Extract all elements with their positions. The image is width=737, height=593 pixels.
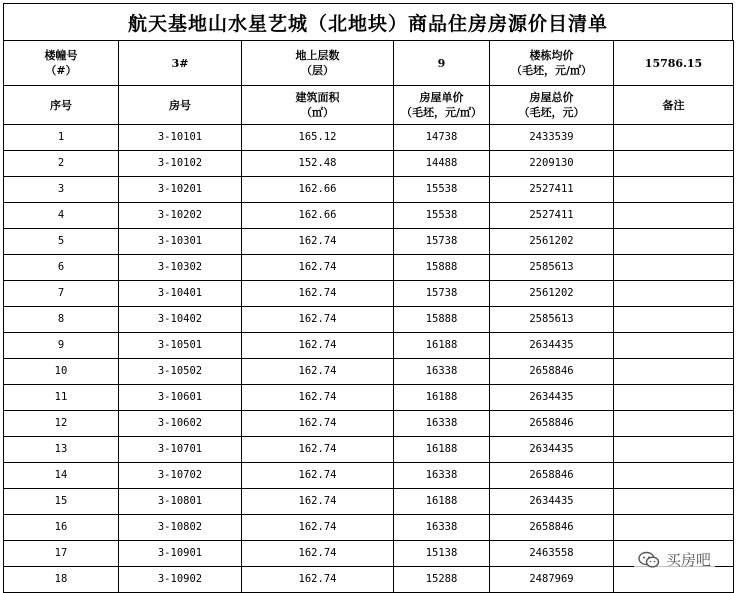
table-row: [4, 385, 734, 411]
cell-remark: [614, 307, 734, 333]
column-header-row: [4, 86, 734, 125]
cell-room: 3-10402: [119, 307, 242, 333]
cell-total-price: 2561202: [490, 229, 614, 255]
cell-total-price: 2527411: [490, 177, 614, 203]
cell-total-price: 2634435: [490, 489, 614, 515]
cell-seq: 3: [4, 177, 119, 203]
cell-seq: 18: [4, 567, 119, 593]
table-row: [4, 463, 734, 489]
cell-room: 3-10202: [119, 203, 242, 229]
cell-seq: 4: [4, 203, 119, 229]
table-row: [4, 567, 734, 593]
cell-room: 3-10501: [119, 333, 242, 359]
cell-seq: 15: [4, 489, 119, 515]
building-info-row: [4, 41, 734, 86]
cell-room: 3-10902: [119, 567, 242, 593]
cell-area: 162.74: [242, 489, 394, 515]
cell-remark: [614, 281, 734, 307]
cell-area: 152.48: [242, 151, 394, 177]
cell-unit-price: 14738: [394, 125, 490, 151]
cell-unit-price: 16188: [394, 489, 490, 515]
cell-total-price: 2658846: [490, 359, 614, 385]
wechat-icon: [638, 551, 660, 569]
cell-room: 3-10102: [119, 151, 242, 177]
table-row: [4, 411, 734, 437]
cell-remark: [614, 151, 734, 177]
cell-room: 3-10201: [119, 177, 242, 203]
watermark: [634, 547, 715, 572]
cell-unit-price: 16338: [394, 411, 490, 437]
cell-unit-price: 15138: [394, 541, 490, 567]
cell-area: 162.74: [242, 437, 394, 463]
cell-total-price: 2658846: [490, 463, 614, 489]
cell-area: 162.74: [242, 541, 394, 567]
cell-seq: 10: [4, 359, 119, 385]
table-row: [4, 333, 734, 359]
header-unit-price: 房屋单价 （毛坯，元/㎡）: [394, 86, 490, 125]
cell-total-price: 2634435: [490, 437, 614, 463]
cell-seq: 8: [4, 307, 119, 333]
cell-room: 3-10801: [119, 489, 242, 515]
table-row: [4, 229, 734, 255]
cell-area: 162.74: [242, 255, 394, 281]
cell-area: 162.74: [242, 359, 394, 385]
cell-area: 162.74: [242, 411, 394, 437]
cell-unit-price: 15538: [394, 177, 490, 203]
table-row: [4, 281, 734, 307]
cell-seq: 12: [4, 411, 119, 437]
cell-room: 3-10602: [119, 411, 242, 437]
cell-area: 162.74: [242, 567, 394, 593]
header-room: 房号: [119, 86, 242, 125]
cell-unit-price: 15888: [394, 307, 490, 333]
table-row: [4, 125, 734, 151]
cell-room: 3-10702: [119, 463, 242, 489]
cell-unit-price: 16188: [394, 333, 490, 359]
cell-room: 3-10101: [119, 125, 242, 151]
cell-room: 3-10301: [119, 229, 242, 255]
cell-unit-price: 16338: [394, 463, 490, 489]
table-row: [4, 437, 734, 463]
table-row: [4, 203, 734, 229]
cell-seq: 11: [4, 385, 119, 411]
header-total-price: 房屋总价 （毛坯，元）: [490, 86, 614, 125]
cell-room: 3-10302: [119, 255, 242, 281]
header-remark: 备注: [614, 86, 734, 125]
cell-total-price: 2585613: [490, 255, 614, 281]
cell-area: 165.12: [242, 125, 394, 151]
cell-room: 3-10901: [119, 541, 242, 567]
cell-remark: [614, 385, 734, 411]
cell-unit-price: 15738: [394, 281, 490, 307]
floors-label: 地上层数 （层）: [242, 41, 394, 86]
header-seq: 序号: [4, 86, 119, 125]
cell-room: 3-10601: [119, 385, 242, 411]
table-row: [4, 255, 734, 281]
cell-area: 162.66: [242, 203, 394, 229]
cell-area: 162.74: [242, 333, 394, 359]
cell-unit-price: 15538: [394, 203, 490, 229]
document-title: 航天基地山水星艺城（北地块）商品住房房源价目清单: [3, 3, 733, 40]
cell-remark: [614, 203, 734, 229]
cell-total-price: 2209130: [490, 151, 614, 177]
cell-remark: [614, 125, 734, 151]
table-row: [4, 359, 734, 385]
cell-unit-price: 16338: [394, 515, 490, 541]
cell-unit-price: 15288: [394, 567, 490, 593]
cell-seq: 5: [4, 229, 119, 255]
cell-total-price: 2658846: [490, 515, 614, 541]
avg-price-label: 楼栋均价 （毛坯，元/㎡）: [490, 41, 614, 86]
cell-seq: 2: [4, 151, 119, 177]
table-row: [4, 151, 734, 177]
cell-room: 3-10802: [119, 515, 242, 541]
cell-remark: [614, 229, 734, 255]
price-list-sheet: [3, 3, 733, 593]
table-row: [4, 307, 734, 333]
cell-seq: 14: [4, 463, 119, 489]
cell-area: 162.74: [242, 463, 394, 489]
cell-seq: 6: [4, 255, 119, 281]
cell-total-price: 2433539: [490, 125, 614, 151]
cell-total-price: 2634435: [490, 385, 614, 411]
cell-seq: 7: [4, 281, 119, 307]
cell-unit-price: 14488: [394, 151, 490, 177]
cell-remark: [614, 177, 734, 203]
cell-area: 162.74: [242, 229, 394, 255]
cell-area: 162.74: [242, 307, 394, 333]
cell-area: 162.66: [242, 177, 394, 203]
watermark-text: 买房吧: [665, 551, 711, 569]
cell-seq: 13: [4, 437, 119, 463]
table-row: [4, 515, 734, 541]
cell-total-price: 2561202: [490, 281, 614, 307]
cell-unit-price: 16338: [394, 359, 490, 385]
cell-total-price: 2634435: [490, 333, 614, 359]
cell-total-price: 2585613: [490, 307, 614, 333]
cell-remark: [614, 437, 734, 463]
cell-seq: 1: [4, 125, 119, 151]
cell-room: 3-10701: [119, 437, 242, 463]
cell-remark: [614, 255, 734, 281]
cell-seq: 17: [4, 541, 119, 567]
cell-seq: 9: [4, 333, 119, 359]
cell-remark: [614, 333, 734, 359]
table-body: [4, 125, 734, 593]
cell-unit-price: 16188: [394, 385, 490, 411]
table-row: [4, 489, 734, 515]
floors-value: 9: [394, 41, 490, 86]
cell-room: 3-10401: [119, 281, 242, 307]
table-row: [4, 177, 734, 203]
cell-total-price: 2658846: [490, 411, 614, 437]
cell-unit-price: 15738: [394, 229, 490, 255]
cell-room: 3-10502: [119, 359, 242, 385]
building-value: 3#: [119, 41, 242, 86]
cell-unit-price: 16188: [394, 437, 490, 463]
cell-remark: [614, 411, 734, 437]
price-table: [3, 40, 734, 593]
table-row: [4, 541, 734, 567]
cell-area: 162.74: [242, 515, 394, 541]
cell-unit-price: 15888: [394, 255, 490, 281]
cell-remark: [614, 359, 734, 385]
header-area: 建筑面积 （㎡）: [242, 86, 394, 125]
cell-seq: 16: [4, 515, 119, 541]
cell-total-price: 2463558: [490, 541, 614, 567]
building-label: 楼幢号 （#）: [4, 41, 119, 86]
cell-area: 162.74: [242, 385, 394, 411]
cell-remark: [614, 515, 734, 541]
cell-remark: [614, 463, 734, 489]
cell-remark: [614, 489, 734, 515]
cell-total-price: 2487969: [490, 567, 614, 593]
avg-price-value: 15786.15: [614, 41, 734, 86]
cell-area: 162.74: [242, 281, 394, 307]
cell-total-price: 2527411: [490, 203, 614, 229]
